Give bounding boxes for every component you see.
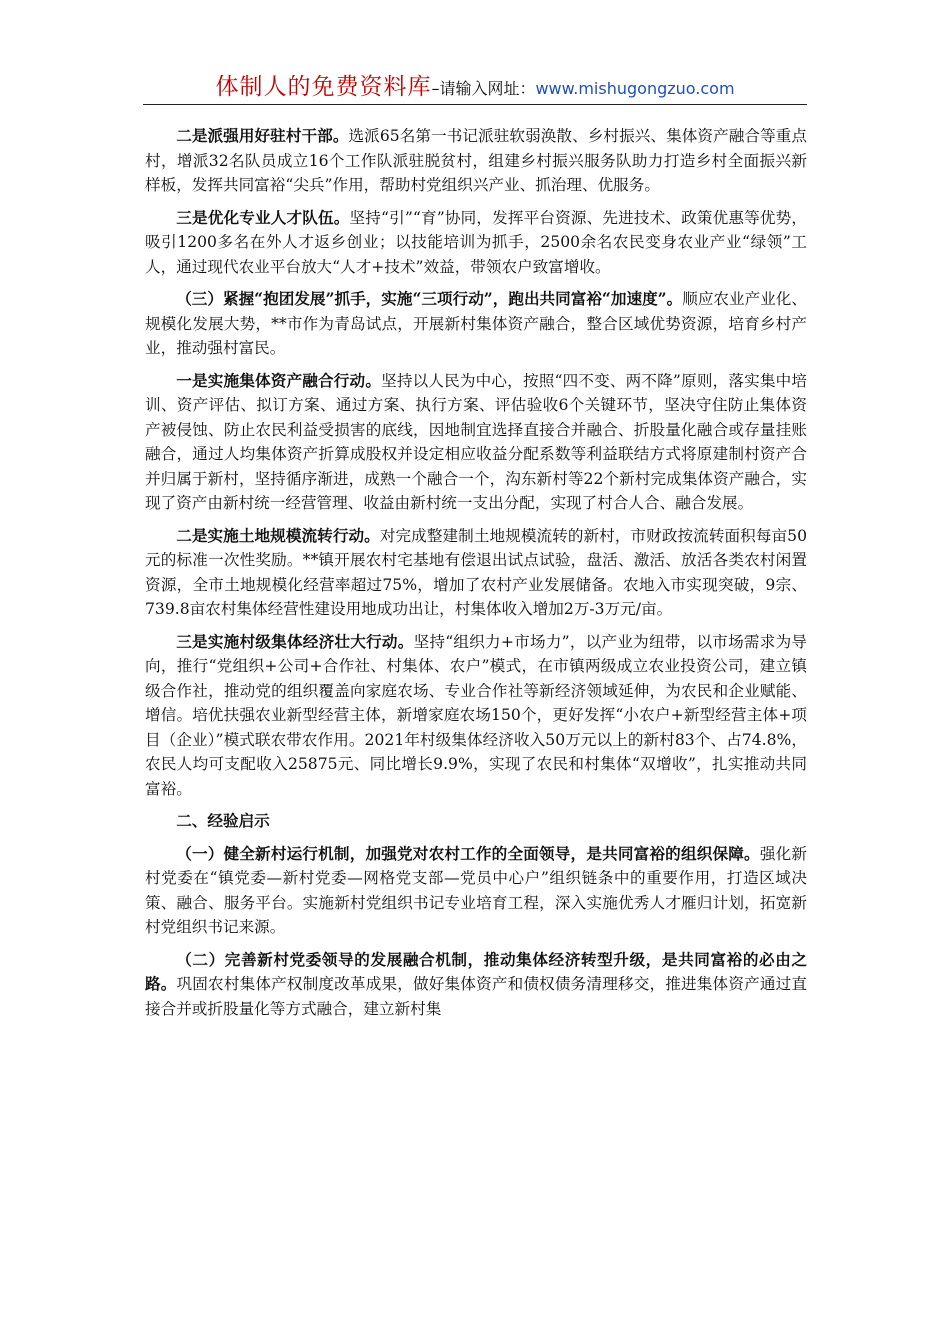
paragraph-lead: 一是实施集体资产融合行动。 — [176, 370, 382, 390]
paragraph-text: 顺应农业产业化、规模化发展大势，**市作为青岛试点，开展新村集体资产融合，整合区域优势资源，培育乡村产业，推动强村富民。 — [145, 290, 807, 357]
header-url-link[interactable]: www.mishugongzuo.com — [535, 79, 735, 98]
paragraph-talent — [145, 206, 807, 280]
paragraph-text: 坚持“组织力+市场力”，以产业为纽带，以市场需求为导向，推行“党组织+公司+合作社、村集体、农户”模式，在市镇两级成立农业投资公司，建立镇级合作社，推动党的组织覆盖向家庭农场、专业合作社等新经济领域延伸，为农民和企业赋能、增信。培优扶强农业新型经营主体，新增家庭农场150个，更好发挥“小农户+新型经营主体+项目（企业）”模式联农带农作用。2021年村级集体经济收入50万元以上的新村83个、占74.8%，农民人均可支配收入25875元、同比增长9.9%，实现了农民和村集体“双增收”，扎实推动共同富裕。 — [145, 632, 807, 798]
section-heading-experience — [145, 809, 807, 834]
paragraph-text: 坚持以人民为中心，按照“四不变、两不降”原则，落实集中培训、资产评估、拟订方案、通过方案、执行方案、评估验收6个关键环节，坚决守住防止集体资产被侵蚀、防止农民利益受损害的底线，因地制宜选择直接合并融合、折股量化融合或存量挂账融合，通过人均集体资产折算成股权并设定相应收益分配系数等利益联结方式将原建制村资产合并归属于新村，坚持循序渐进，成熟一个融合一个，沟东新村等22个新村完成集体资产融合，实现了资产由新村统一经营管理、收益由新村统一支出分配，实现了村合人合、融合发展。 — [145, 371, 807, 512]
paragraph-collective-economy — [145, 630, 807, 802]
paragraph-lesson-1 — [145, 842, 807, 940]
paragraph-lesson-2 — [145, 948, 807, 1022]
paragraph-lead: （二）完善新村党委领导的发展融合机制，推动集体经济转型升级，是共同富裕的必由之路。 — [145, 949, 807, 993]
paragraph-section-3 — [145, 287, 807, 361]
document-body — [145, 124, 807, 1029]
paragraph-asset-merger — [145, 369, 807, 516]
paragraph-text: 强化新村党委在“镇党委—新村党委—网格党支部—党员中心户”组织链条中的重要作用，打造区域决策、融合、服务平台。实施新村党组织书记专业培育工程，深入实施优秀人才雁归计划，拓宽新村党组织书记来源。 — [145, 844, 807, 936]
paragraph-lead: （一）健全新村运行机制，加强党对农村工作的全面领导，是共同富裕的组织保障。 — [176, 843, 760, 863]
section-heading-text: 二、经验启示 — [176, 811, 270, 830]
paragraph-cadres — [145, 124, 807, 198]
paragraph-lead: （三）紧握“抱团发展”抓手，实施“三项行动”，跑出共同富裕“加速度”。 — [176, 289, 683, 308]
paragraph-text: 巩固农村集体产权制度改革成果，做好集体资产和债权债务清理移交，推进集体资产通过直接合并或折股量化等方式融合，建立新村集 — [145, 975, 807, 1018]
paragraph-lead: 二是实施土地规模流转行动。 — [176, 525, 380, 545]
paragraph-text: 对完成整建制土地规模流转的新村，市财政按流转面积每亩50元的标准一次性奖励。**镇开展农村宅基地有偿退出试点试验，盘活、激活、放活各类农村闲置资源，全市土地规模化经营率超过75%，增加了农村产业发展储备。农地入市实现突破，9宗、739.8亩农村集体经营性建设用地成功出让，村集体收入增加2万-3万元/亩。 — [145, 526, 807, 618]
paragraph-land-transfer — [145, 524, 807, 622]
paragraph-text: 坚持“引”“育”协同，发挥平台资源、先进技术、政策优惠等优势，吸引1200多名在外人才返乡创业；以技能培训为抓手，2500余名农民变身农业产业“绿领”工人，通过现代农业平台放大“人才+技术”效益，带领农户致富增收。 — [145, 208, 807, 276]
page-header — [143, 68, 807, 105]
paragraph-lead: 三是优化专业人才队伍。 — [176, 207, 350, 227]
header-brand: 体制人的免费资料库 — [215, 74, 432, 100]
paragraph-lead: 三是实施村级集体经济壮大行动。 — [176, 631, 414, 651]
header-prompt: –请输入网址： — [431, 79, 536, 98]
paragraph-lead: 二是派强用好驻村干部。 — [176, 126, 349, 145]
paragraph-text: 选派65名第一书记派驻软弱涣散、乡村振兴、集体资产融合等重点村，增派32名队员成立16个工作队派驻脱贫村，组建乡村振兴服务队助力打造乡村全面振兴新样板，发挥共同富裕“尖兵”作用，帮助村党组织兴产业、抓治理、优服务。 — [145, 127, 807, 194]
